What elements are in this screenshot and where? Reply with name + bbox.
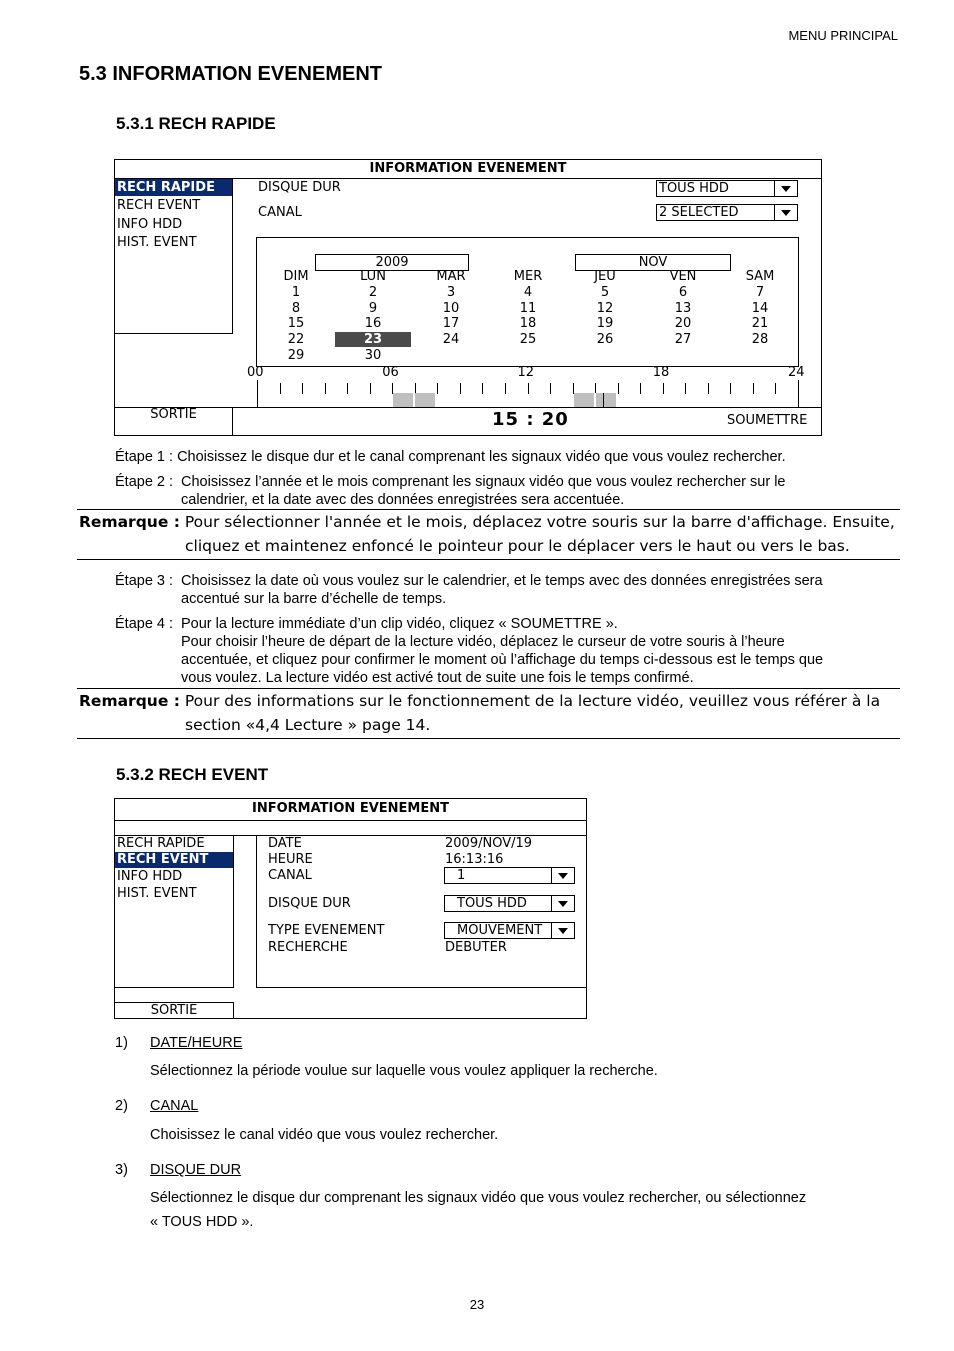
- hour-tick: [437, 383, 438, 394]
- exit-button[interactable]: SORTIE: [115, 407, 233, 436]
- calendar-day[interactable]: 11: [519, 300, 537, 316]
- step-4-line4: vous voulez. La lecture vidéo est activé tout de suite une fois le temps confirmé.: [181, 670, 694, 686]
- chevron-down-icon[interactable]: [551, 923, 574, 938]
- note-line1: Pour sélectionner l'année et le mois, déplacez votre souris sur la barre d'affichage. Ensuite,: [184, 513, 895, 531]
- calendar-day[interactable]: 18: [519, 316, 537, 332]
- step-3-label: Étape 3 :: [115, 573, 174, 589]
- recorded-segment[interactable]: [393, 393, 436, 407]
- side-menu: [115, 836, 234, 988]
- calendar: [256, 237, 799, 367]
- list-item-2-number: 2): [115, 1098, 128, 1114]
- running-header: MENU PRINCIPAL: [788, 28, 898, 43]
- weekday-header: DIM: [283, 269, 309, 284]
- side-menu: [115, 179, 233, 334]
- time-mark-label: 18: [652, 365, 670, 380]
- note-1: [79, 510, 895, 534]
- disk-value: TOUS HDD: [457, 896, 527, 911]
- list-item-2-text: Choisissez le canal vidéo que vous voulez rechercher.: [150, 1127, 499, 1143]
- hour-tick: [325, 383, 326, 394]
- step-4-line2: Pour choisir l’heure de départ de la lecture vidéo, déplacez le curseur de votre souris à l’heure: [181, 634, 785, 650]
- event-type-value: MOUVEMENT: [457, 923, 543, 938]
- chevron-down-icon[interactable]: [774, 205, 797, 220]
- disk-dropdown[interactable]: [444, 895, 575, 912]
- calendar-day[interactable]: 15: [287, 316, 305, 332]
- time-mark-label: 24: [788, 365, 805, 380]
- calendar-day[interactable]: 7: [755, 285, 765, 300]
- hour-tick: [618, 383, 619, 394]
- step-3-line1: Choisissez la date où vous voulez sur le calendrier, et le temps avec des données enregistrées sera: [181, 573, 823, 589]
- channel-label: CANAL: [268, 868, 312, 883]
- calendar-day[interactable]: 13: [674, 300, 692, 316]
- hour-tick: [730, 383, 731, 394]
- calendar-day[interactable]: 21: [751, 316, 769, 332]
- hour-tick: [753, 383, 754, 394]
- step-2-line1: Choisissez l’année et le mois comprenant les signaux vidéo que vous voulez rechercher sur le: [181, 474, 786, 490]
- note-1-line2: cliquez et maintenez enfoncé le pointeur pour le déplacer vers le haut ou vers le bas.: [185, 537, 850, 555]
- calendar-day[interactable]: 14: [751, 300, 769, 316]
- rule: [77, 559, 900, 560]
- disk-label: DISQUE DUR: [268, 896, 351, 911]
- calendar-day[interactable]: 17: [442, 316, 460, 332]
- channel-value: 1: [457, 868, 466, 883]
- list-item-3-text: Sélectionnez le disque dur comprenant les signaux vidéo que vous voulez rechercher, ou sélectionnez: [150, 1190, 807, 1206]
- weekday-header: MER: [513, 269, 543, 284]
- timeline-start: [257, 380, 258, 407]
- hour-value[interactable]: 16:13:16: [445, 852, 504, 867]
- calendar-day[interactable]: 24: [442, 332, 460, 348]
- note-2: [79, 689, 880, 713]
- hour-tick: [347, 383, 348, 394]
- step-2-line2: calendrier, et la date avec des données enregistrées sera accentuée.: [181, 492, 625, 508]
- note-line1: Pour des informations sur le fonctionnement de la lecture vidéo, veuillez vous référer à la: [184, 692, 881, 710]
- calendar-day[interactable]: 8: [291, 300, 301, 316]
- menu-item-hdd-info[interactable]: INFO HDD: [117, 217, 183, 232]
- weekday-header: SAM: [745, 269, 775, 284]
- weekday-header: MAR: [436, 269, 466, 284]
- channel-label: CANAL: [258, 205, 302, 220]
- step-4-line1: Pour la lecture immédiate d’un clip vidéo, cliquez « SOUMETTRE ».: [181, 616, 618, 632]
- hour-tick: [505, 383, 506, 394]
- menu-item-quick-search[interactable]: RECH RAPIDE: [115, 179, 232, 196]
- hour-tick: [663, 383, 664, 394]
- chevron-down-icon[interactable]: [774, 181, 797, 196]
- step-4-line3: accentuée, et cliquez pour confirmer le moment où l’affichage du temps ci-dessous est le temps que: [181, 652, 824, 668]
- event-type-label: TYPE EVENEMENT: [268, 923, 385, 938]
- divider: [233, 407, 822, 408]
- calendar-day[interactable]: 4: [523, 285, 533, 300]
- hour-tick: [528, 383, 529, 394]
- time-mark-label: 06: [382, 365, 399, 380]
- hour-tick: [640, 383, 641, 394]
- list-item-1-text: Sélectionnez la période voulue sur laquelle vous voulez appliquer la recherche.: [150, 1063, 658, 1079]
- event-type-dropdown[interactable]: [444, 922, 575, 939]
- disk-value: TOUS HDD: [659, 181, 729, 196]
- calendar-day[interactable]: 28: [751, 332, 769, 348]
- recorded-segment[interactable]: [574, 393, 617, 407]
- calendar-day[interactable]: 26: [596, 332, 614, 348]
- screen-title: INFORMATION EVENEMENT: [252, 801, 449, 816]
- list-item-2-title: CANAL: [150, 1098, 199, 1114]
- dvr-screen-event-search: [114, 798, 587, 1019]
- calendar-day[interactable]: 19: [596, 316, 614, 332]
- submit-button[interactable]: SOUMETTRE: [727, 413, 808, 428]
- calendar-day[interactable]: 22: [287, 332, 305, 348]
- date-value[interactable]: 2009/NOV/19: [445, 836, 533, 851]
- note-label: Remarque :: [79, 692, 180, 710]
- chevron-down-icon[interactable]: [551, 896, 574, 911]
- hour-tick: [775, 383, 776, 394]
- hour-tick: [550, 383, 551, 394]
- weekday-header: LUN: [360, 269, 386, 284]
- timeline[interactable]: [247, 365, 805, 407]
- weekday-header: JEU: [594, 269, 616, 284]
- list-item-3-text2: « TOUS HDD ».: [150, 1214, 254, 1230]
- step-1: [115, 448, 786, 466]
- disk-dropdown[interactable]: [656, 180, 798, 197]
- time-mark-label: 00: [247, 365, 264, 380]
- divider: [115, 820, 586, 821]
- menu-item-hdd-info[interactable]: INFO HDD: [117, 869, 183, 884]
- start-search-button[interactable]: DEBUTER: [445, 940, 507, 955]
- step-4-label: Étape 4 :: [115, 616, 174, 632]
- search-label: RECHERCHE: [268, 940, 348, 955]
- hour-label: HEURE: [268, 852, 313, 867]
- hour-tick: [460, 383, 461, 394]
- step-3-line2: accentué sur la barre d’échelle de temps.: [181, 591, 447, 607]
- chevron-down-icon[interactable]: [551, 868, 574, 883]
- list-item-1-number: 1): [115, 1035, 128, 1051]
- menu-item-event-search[interactable]: RECH EVENT: [115, 852, 233, 868]
- disk-label: DISQUE DUR: [258, 180, 341, 195]
- list-item-3-number: 3): [115, 1162, 128, 1178]
- channel-dropdown[interactable]: [444, 867, 575, 884]
- time-cursor[interactable]: [603, 393, 604, 407]
- hour-tick: [280, 383, 281, 394]
- time-mark-label: 12: [517, 365, 535, 380]
- calendar-day[interactable]: 1: [291, 285, 301, 300]
- calendar-day[interactable]: 2: [368, 285, 378, 300]
- section-title: 5.3 INFORMATION EVENEMENT: [79, 63, 382, 85]
- calendar-day[interactable]: 16: [364, 316, 382, 332]
- menu-item-event-log[interactable]: HIST. EVENT: [117, 235, 197, 250]
- channel-dropdown[interactable]: [656, 204, 798, 221]
- calendar-day[interactable]: 25: [519, 332, 537, 348]
- calendar-day[interactable]: 3: [446, 285, 456, 300]
- step-text: Choisissez le disque dur et le canal comprenant les signaux vidéo que vous voulez rechercher.: [177, 449, 786, 465]
- weekday-header: VEN: [669, 269, 697, 284]
- hour-tick: [482, 383, 483, 394]
- rule: [77, 738, 900, 739]
- menu-item-event-search[interactable]: RECH EVENT: [117, 198, 201, 213]
- screen-title: INFORMATION EVENEMENT: [369, 161, 567, 176]
- hour-tick: [370, 383, 371, 394]
- hour-tick: [302, 383, 303, 394]
- menu-item-event-log[interactable]: HIST. EVENT: [117, 886, 197, 901]
- note-2-line2: section «4,4 Lecture » page 14.: [185, 716, 431, 734]
- calendar-day[interactable]: 30: [364, 347, 382, 363]
- date-label: DATE: [268, 836, 302, 851]
- calendar-day[interactable]: 9: [368, 300, 378, 316]
- calendar-day[interactable]: 29: [287, 347, 305, 363]
- dvr-screen-quick-search: [114, 159, 822, 436]
- year-selector[interactable]: 2009: [315, 254, 469, 271]
- page-number: 23: [469, 1297, 485, 1312]
- hour-tick: [685, 383, 686, 394]
- calendar-day[interactable]: 6: [678, 285, 688, 300]
- hour-tick: [708, 383, 709, 394]
- calendar-day[interactable]: 5: [600, 285, 610, 300]
- note-label: Remarque :: [79, 513, 180, 531]
- list-item-1-title: DATE/HEURE: [150, 1035, 243, 1051]
- channel-value: 2 SELECTED: [659, 205, 739, 220]
- calendar-day[interactable]: 12: [596, 300, 614, 316]
- menu-item-quick-search[interactable]: RECH RAPIDE: [117, 836, 205, 851]
- exit-button[interactable]: SORTIE: [115, 1002, 234, 1019]
- step-label: Étape 1 :: [115, 449, 174, 465]
- calendar-day[interactable]: 10: [442, 300, 460, 316]
- list-item-3-title: DISQUE DUR: [150, 1162, 242, 1178]
- time-display: 15 : 20: [492, 409, 569, 430]
- month-selector[interactable]: NOV: [575, 254, 731, 271]
- calendar-day[interactable]: 20: [674, 316, 692, 332]
- subsection-title-quick-search: 5.3.1 RECH RAPIDE: [116, 114, 276, 133]
- timeline-end: [798, 380, 799, 407]
- step-2-label: Étape 2 :: [115, 474, 174, 490]
- calendar-day[interactable]: 23: [335, 332, 411, 347]
- calendar-day[interactable]: 27: [674, 332, 692, 348]
- subsection-title-event-search: 5.3.2 RECH EVENT: [116, 765, 269, 784]
